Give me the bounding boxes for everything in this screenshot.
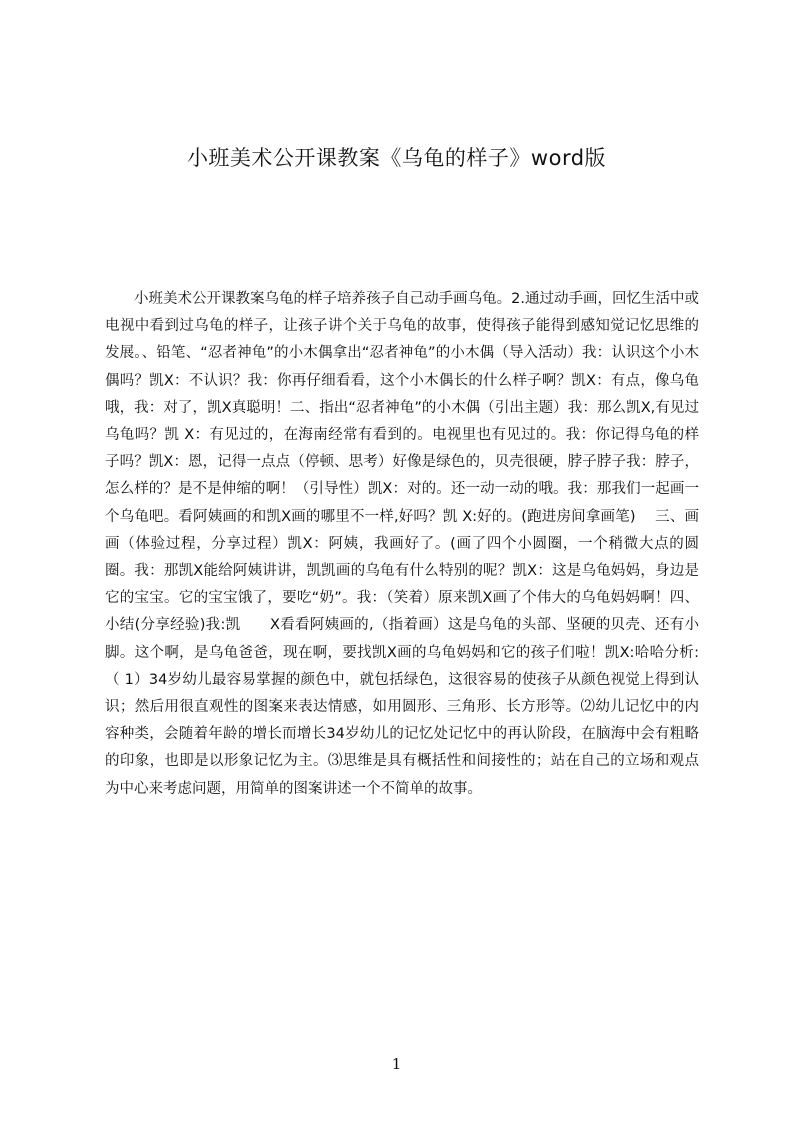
document-body-paragraph: 小班美术公开课教案乌龟的样子培养孩子自己动手画乌龟。2.通过动手画，回忆生活中或电视中看到过乌龟的样子，让孩子讲个关于乌龟的故事，使得孩子能得到感知觉记忆思维的发展。、铅笔、“忍者神龟”的小木偶拿出“忍者神龟”的小木偶（导入活动）我：认识这个小木偶吗？凯X：不认识？我：你再仔细看看，这个小木偶长的什么样子啊？凯X：有点，像乌龟哦，我：对了，凯X真聪明！二、指出“忍者神龟”的小木偶（引出主题）我：那么凯X,有见过乌龟吗？凯 X：有见过的，在海南经常有看到的。电视里也有见过的。我：你记得乌龟的样子吗？凯X：恩，记得一点点（停顿、思考）好像是绿色的，贝壳很硬，脖子脖子我：脖子，怎么样的？是不是伸缩的啊！（引导性）凯X：对的。还一动一动的哦。我：那我们一起画一个乌龟吧。看阿姨画的和凯X画的哪里不一样,好吗？凯 X:好的。(跑进房间拿画笔) 三、画画（体验过程，分享过程）凯X：阿姨，我画好了。(画了四个小圆圈，一个稍微大点的圆圈。我：那凯X能给阿姨讲讲，凯凯画的乌龟有什么特别的呢？凯X：这是乌龟妈妈，身边是它的宝宝。它的宝宝饿了，要吃“奶”。我：（笑着）原来凯X画了个伟大的乌龟妈妈啊！四、小结(分享经验)我:凯 X看看阿姨画的,（指着画）这是乌龟的头部、坚硬的贝壳、还有小脚。这个啊，是乌龟爸爸，现在啊，要找凯X画的乌龟妈妈和它的孩子们啦！凯X:哈哈分析:（ 1）34岁幼儿最容易掌握的颜色中，就包括绿色，这很容易的使孩子从颜色视觉上得到认识；然后用很直观性的图案来表达情感，如用圆形、三角形、长方形等。⑵幼儿记忆中的内容种类，会随着年龄的增长而增长34岁幼儿的记忆处记忆中的再认阶段，在脑海中会有粗略的印象，也即是以形象记忆为主。⑶思维是具有概括性和间接性的；站在自己的立场和观点为中心来考虑问题，用简单的图案讲述一个不简单的故事。 — [105, 291, 699, 797]
page-number: 1 — [391, 1055, 402, 1073]
document-title: 小班美术公开课教案《乌龟的样子》word版 — [186, 146, 607, 170]
